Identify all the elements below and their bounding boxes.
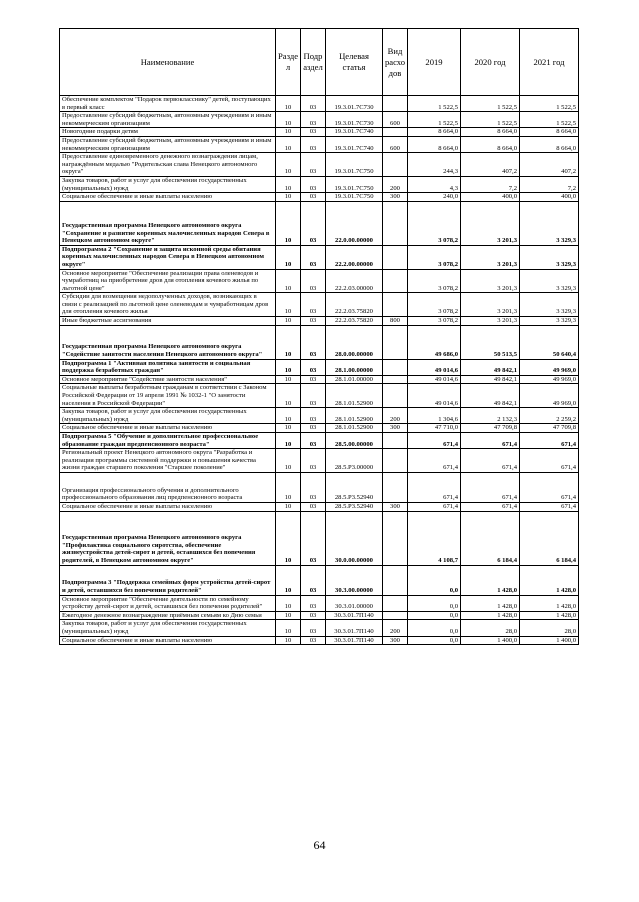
cell-name: Обеспечение комплектом "Подарок первокласснику" детей, поступающих в первый класс	[60, 96, 276, 112]
table-row	[60, 359, 579, 375]
cell-razdel: 10	[276, 620, 301, 636]
table-row	[60, 128, 579, 137]
cell-value-2021: 47 709,8	[520, 424, 579, 433]
cell-target-article: 30.3.00.00000	[326, 565, 383, 595]
table-row	[60, 433, 579, 449]
cell-value-2019: 3 078,2	[408, 201, 461, 245]
cell-podrazdel: 03	[301, 595, 326, 611]
cell-value-2021: 1 428,0	[520, 595, 579, 611]
cell-value-2021: 49 969,0	[520, 359, 579, 375]
table-row	[60, 611, 579, 620]
cell-name: Социальные выплаты безработным гражданам в соответствии с Законом Российской Федерации от 19 апреля 1991 № 1032-1 "О занятости населения в Российской Федерации"	[60, 384, 276, 408]
cell-name: Государственная программа Ненецкого автономного округа "Содействие занятости населения Ненецкого автономного округа"	[60, 325, 276, 359]
cell-value-2021: 1 522,5	[520, 112, 579, 128]
cell-name: Закупка товаров, работ и услуг для обеспечения государственных (муниципальных) нужд	[60, 176, 276, 192]
cell-razdel: 10	[276, 176, 301, 192]
cell-value-2021: 3 329,3	[520, 269, 579, 293]
cell-value-2020: 1 522,5	[461, 96, 520, 112]
cell-name: Основное мероприятие "Обеспечение реализации права оленеводов и чумработниц на приобретение дров для отопления кочевого жилья по льготной цене"	[60, 269, 276, 293]
cell-value-2020: 671,4	[461, 433, 520, 449]
cell-value-2021: 400,0	[520, 193, 579, 202]
cell-name: Подпрограмма 1 "Активная политика занятости и социальная поддержка безработных граждан"	[60, 359, 276, 375]
table-row	[60, 293, 579, 317]
cell-razdel: 10	[276, 201, 301, 245]
table-row	[60, 317, 579, 326]
table-row	[60, 408, 579, 424]
cell-name: Подпрограмма 2 "Сохранение и защита исконной среды обитания коренных малочисленных народов Севера в Ненецком автономном округе"	[60, 245, 276, 269]
cell-razdel: 10	[276, 112, 301, 128]
cell-name: Социальное обеспечение и иные выплаты населению	[60, 502, 276, 511]
cell-value-2021: 49 969,0	[520, 375, 579, 384]
table-row	[60, 325, 579, 359]
cell-target-article: 19.3.01.7С750	[326, 153, 383, 177]
cell-podrazdel: 03	[301, 636, 326, 645]
cell-value-2020: 8 664,0	[461, 128, 520, 137]
cell-podrazdel: 03	[301, 375, 326, 384]
cell-value-2019: 4,3	[408, 176, 461, 192]
cell-value-2019: 49 686,0	[408, 325, 461, 359]
cell-name: Иные бюджетные ассигнования	[60, 317, 276, 326]
cell-podrazdel: 03	[301, 472, 326, 502]
cell-target-article: 22.2.03.00000	[326, 269, 383, 293]
table-row	[60, 449, 579, 473]
cell-name: Подпрограмма 5 "Обучение и дополнительное профессиональное образование граждан предпенсионного возраста"	[60, 433, 276, 449]
cell-value-2021: 1 400,0	[520, 636, 579, 645]
cell-name: Предоставление субсидий бюджетным, автономным учреждениям и иным некоммерческим организациям	[60, 136, 276, 152]
cell-value-2019: 0,0	[408, 636, 461, 645]
cell-name: Подпрограмма 3 "Поддержка семейных форм устройства детей-сирот и детей, оставшихся без попечения родителей"	[60, 565, 276, 595]
cell-value-2019: 1 522,5	[408, 96, 461, 112]
cell-expense-type: 600	[383, 112, 408, 128]
cell-value-2019: 244,3	[408, 153, 461, 177]
budget-table	[59, 28, 579, 645]
cell-expense-type	[383, 153, 408, 177]
table-row	[60, 565, 579, 595]
table-row	[60, 245, 579, 269]
cell-value-2021: 671,4	[520, 449, 579, 473]
cell-podrazdel: 03	[301, 565, 326, 595]
cell-razdel: 10	[276, 375, 301, 384]
cell-expense-type	[383, 269, 408, 293]
cell-target-article: 28.1.00.00000	[326, 359, 383, 375]
cell-target-article: 19.3.01.7С740	[326, 128, 383, 137]
cell-expense-type	[383, 359, 408, 375]
cell-expense-type	[383, 293, 408, 317]
table-body	[60, 96, 579, 645]
cell-razdel: 10	[276, 611, 301, 620]
cell-name: Предоставление единовременного денежного вознаграждения лицам, награждённым медалью "Родительская слава Ненецкого автономного округа"	[60, 153, 276, 177]
table-row	[60, 201, 579, 245]
header-2019: 2019	[408, 29, 461, 96]
cell-value-2020: 1 522,5	[461, 112, 520, 128]
cell-target-article: 19.3.01.7С730	[326, 112, 383, 128]
cell-target-article: 28.5.P3.52940	[326, 472, 383, 502]
cell-value-2021: 671,4	[520, 433, 579, 449]
cell-name: Новогодние подарки детям	[60, 128, 276, 137]
cell-value-2021: 3 329,3	[520, 201, 579, 245]
header-name: Наименование	[60, 29, 276, 96]
cell-value-2020: 28,0	[461, 620, 520, 636]
cell-value-2021: 7,2	[520, 176, 579, 192]
cell-value-2019: 49 014,6	[408, 359, 461, 375]
cell-target-article: 22.2.00.00000	[326, 245, 383, 269]
cell-value-2019: 1 522,5	[408, 112, 461, 128]
table-row	[60, 193, 579, 202]
cell-razdel: 10	[276, 136, 301, 152]
table-row	[60, 595, 579, 611]
table-row	[60, 136, 579, 152]
cell-expense-type: 800	[383, 317, 408, 326]
cell-podrazdel: 03	[301, 176, 326, 192]
cell-expense-type	[383, 449, 408, 473]
cell-podrazdel: 03	[301, 293, 326, 317]
table-row	[60, 96, 579, 112]
cell-name: Социальное обеспечение и иные выплаты населению	[60, 636, 276, 645]
cell-value-2019: 3 078,2	[408, 245, 461, 269]
cell-value-2020: 49 842,1	[461, 384, 520, 408]
cell-name: Организация профессионального обучения и дополнительного профессионального образования лиц предпенсионного возраста	[60, 472, 276, 502]
cell-target-article: 28.1.01.52900	[326, 408, 383, 424]
cell-value-2020: 671,4	[461, 502, 520, 511]
cell-name: Основное мероприятие "Обеспечение деятельности по семейному устройству детей-сирот и детей, оставшихся без попечения родителей"	[60, 595, 276, 611]
cell-value-2019: 3 078,2	[408, 293, 461, 317]
cell-value-2021: 3 329,3	[520, 245, 579, 269]
cell-razdel: 10	[276, 595, 301, 611]
cell-razdel: 10	[276, 433, 301, 449]
cell-target-article: 28.1.01.52900	[326, 424, 383, 433]
table-row	[60, 472, 579, 502]
cell-expense-type	[383, 96, 408, 112]
cell-value-2021: 1 428,0	[520, 565, 579, 595]
cell-value-2020: 6 184,4	[461, 511, 520, 565]
cell-name: Социальное обеспечение и иные выплаты населению	[60, 424, 276, 433]
cell-expense-type	[383, 375, 408, 384]
cell-podrazdel: 03	[301, 153, 326, 177]
cell-name: Закупка товаров, работ и услуг для обеспечения государственных (муниципальных) нужд	[60, 620, 276, 636]
cell-value-2020: 1 428,0	[461, 565, 520, 595]
cell-target-article: 28.0.00.00000	[326, 325, 383, 359]
cell-value-2020: 49 842,1	[461, 375, 520, 384]
cell-podrazdel: 03	[301, 201, 326, 245]
cell-value-2020: 1 428,0	[461, 611, 520, 620]
cell-target-article: 22.2.03.75820	[326, 317, 383, 326]
cell-value-2020: 1 400,0	[461, 636, 520, 645]
cell-podrazdel: 03	[301, 502, 326, 511]
cell-value-2019: 0,0	[408, 620, 461, 636]
cell-value-2020: 1 428,0	[461, 595, 520, 611]
cell-podrazdel: 03	[301, 449, 326, 473]
cell-razdel: 10	[276, 502, 301, 511]
cell-value-2021: 671,4	[520, 502, 579, 511]
header-razdel: Разде л	[276, 29, 301, 96]
cell-value-2020: 3 201,3	[461, 317, 520, 326]
cell-value-2021: 3 329,3	[520, 317, 579, 326]
table-row	[60, 269, 579, 293]
cell-podrazdel: 03	[301, 325, 326, 359]
cell-razdel: 10	[276, 408, 301, 424]
cell-value-2020: 3 201,3	[461, 293, 520, 317]
cell-value-2019: 0,0	[408, 595, 461, 611]
cell-name: Государственная программа Ненецкого автономного округа "Профилактика социального сиротства, обеспечение жизнеустройства детей-сирот и детей, оставшихся без попечения родителей, в Ненецком автономном округе"	[60, 511, 276, 565]
cell-target-article: 19.3.01.7С750	[326, 176, 383, 192]
cell-podrazdel: 03	[301, 511, 326, 565]
cell-podrazdel: 03	[301, 96, 326, 112]
cell-podrazdel: 03	[301, 112, 326, 128]
cell-name: Субсидии для возмещения недополученных доходов, возникающих в связи с реализацией по льготной цене оленеводам и чумработницам дров для отопления кочевого жилья	[60, 293, 276, 317]
cell-razdel: 10	[276, 317, 301, 326]
cell-target-article: 28.1.01.52900	[326, 384, 383, 408]
cell-expense-type	[383, 565, 408, 595]
cell-value-2019: 49 014,6	[408, 375, 461, 384]
cell-razdel: 10	[276, 153, 301, 177]
cell-razdel: 10	[276, 511, 301, 565]
cell-value-2020: 3 201,3	[461, 245, 520, 269]
header-2020: 2020 год	[461, 29, 520, 96]
cell-target-article: 30.0.00.00000	[326, 511, 383, 565]
cell-podrazdel: 03	[301, 384, 326, 408]
cell-target-article: 30.3.01.7П140	[326, 611, 383, 620]
cell-expense-type	[383, 325, 408, 359]
cell-name: Предоставление субсидий бюджетным, автономным учреждениям и иным некоммерческим организациям	[60, 112, 276, 128]
cell-expense-type: 200	[383, 176, 408, 192]
cell-name: Региональный проект Ненецкого автономного округа "Разработка и реализация программы системной поддержки и повышения качества жизни граждан старшего поколения "Старшее поколение"	[60, 449, 276, 473]
cell-expense-type	[383, 511, 408, 565]
cell-expense-type: 200	[383, 620, 408, 636]
cell-razdel: 10	[276, 325, 301, 359]
cell-podrazdel: 03	[301, 136, 326, 152]
cell-podrazdel: 03	[301, 433, 326, 449]
cell-razdel: 10	[276, 565, 301, 595]
cell-name: Закупка товаров, работ и услуг для обеспечения государственных (муниципальных) нужд	[60, 408, 276, 424]
cell-razdel: 10	[276, 636, 301, 645]
cell-value-2021: 1 428,0	[520, 611, 579, 620]
header-target-article: Целевая статья	[326, 29, 383, 96]
table-row	[60, 502, 579, 511]
cell-expense-type	[383, 611, 408, 620]
cell-podrazdel: 03	[301, 317, 326, 326]
cell-value-2020: 3 201,3	[461, 269, 520, 293]
cell-expense-type: 200	[383, 408, 408, 424]
table-row	[60, 511, 579, 565]
cell-value-2019: 671,4	[408, 449, 461, 473]
cell-podrazdel: 03	[301, 269, 326, 293]
cell-expense-type: 600	[383, 136, 408, 152]
cell-value-2021: 1 522,5	[520, 96, 579, 112]
cell-value-2020: 47 709,8	[461, 424, 520, 433]
cell-value-2020: 8 664,0	[461, 136, 520, 152]
cell-target-article: 28.1.01.00000	[326, 375, 383, 384]
table-row	[60, 112, 579, 128]
table-row	[60, 384, 579, 408]
cell-expense-type: 300	[383, 193, 408, 202]
cell-value-2019: 0,0	[408, 611, 461, 620]
cell-value-2021: 3 329,3	[520, 293, 579, 317]
table-row	[60, 375, 579, 384]
cell-target-article: 19.3.01.7С730	[326, 96, 383, 112]
cell-target-article: 19.3.01.7С740	[326, 136, 383, 152]
cell-value-2020: 400,0	[461, 193, 520, 202]
cell-value-2021: 28,0	[520, 620, 579, 636]
cell-podrazdel: 03	[301, 193, 326, 202]
cell-value-2019: 49 014,6	[408, 384, 461, 408]
table-row	[60, 620, 579, 636]
cell-razdel: 10	[276, 245, 301, 269]
cell-value-2020: 671,4	[461, 472, 520, 502]
cell-razdel: 10	[276, 449, 301, 473]
cell-expense-type: 300	[383, 636, 408, 645]
cell-value-2020: 2 132,3	[461, 408, 520, 424]
cell-razdel: 10	[276, 359, 301, 375]
cell-target-article: 19.3.01.7С750	[326, 193, 383, 202]
cell-value-2019: 3 078,2	[408, 269, 461, 293]
cell-name: Ежегодное денежное вознаграждение приёмным семьям ко Дню семьи	[60, 611, 276, 620]
cell-value-2019: 4 108,7	[408, 511, 461, 565]
cell-target-article: 22.0.00.00000	[326, 201, 383, 245]
cell-expense-type: 300	[383, 502, 408, 511]
cell-razdel: 10	[276, 424, 301, 433]
cell-value-2021: 2 259,2	[520, 408, 579, 424]
cell-value-2019: 8 664,0	[408, 128, 461, 137]
cell-value-2021: 49 969,0	[520, 384, 579, 408]
cell-expense-type: 300	[383, 424, 408, 433]
cell-expense-type	[383, 128, 408, 137]
header-row	[60, 29, 579, 96]
cell-value-2021: 671,4	[520, 472, 579, 502]
cell-razdel: 10	[276, 193, 301, 202]
cell-target-article: 30.3.01.00000	[326, 595, 383, 611]
cell-value-2019: 671,4	[408, 502, 461, 511]
cell-expense-type	[383, 201, 408, 245]
cell-value-2020: 49 842,1	[461, 359, 520, 375]
cell-podrazdel: 03	[301, 611, 326, 620]
cell-target-article: 30.3.01.7П140	[326, 620, 383, 636]
table-row	[60, 636, 579, 645]
header-2021: 2021 год	[520, 29, 579, 96]
cell-razdel: 10	[276, 128, 301, 137]
cell-podrazdel: 03	[301, 620, 326, 636]
cell-podrazdel: 03	[301, 424, 326, 433]
cell-value-2020: 407,2	[461, 153, 520, 177]
cell-value-2019: 671,4	[408, 433, 461, 449]
table-row	[60, 153, 579, 177]
cell-value-2019: 8 664,0	[408, 136, 461, 152]
cell-target-article: 22.2.03.75820	[326, 293, 383, 317]
cell-expense-type	[383, 472, 408, 502]
cell-razdel: 10	[276, 96, 301, 112]
cell-value-2021: 8 664,0	[520, 136, 579, 152]
cell-name: Основное мероприятие "Содействие занятости населения"	[60, 375, 276, 384]
cell-expense-type	[383, 245, 408, 269]
cell-target-article: 28.5.P3.00000	[326, 449, 383, 473]
cell-value-2021: 8 664,0	[520, 128, 579, 137]
cell-podrazdel: 03	[301, 359, 326, 375]
cell-expense-type	[383, 384, 408, 408]
cell-target-article: 28.5.P3.52940	[326, 502, 383, 511]
cell-expense-type	[383, 433, 408, 449]
header-expense-type: Вид расхо дов	[383, 29, 408, 96]
table-row	[60, 176, 579, 192]
page-number: 64	[313, 838, 326, 852]
cell-value-2020: 671,4	[461, 449, 520, 473]
cell-podrazdel: 03	[301, 245, 326, 269]
cell-value-2019: 671,4	[408, 472, 461, 502]
table-row	[60, 424, 579, 433]
cell-value-2020: 50 513,5	[461, 325, 520, 359]
cell-value-2020: 3 201,3	[461, 201, 520, 245]
cell-target-article: 28.5.00.00000	[326, 433, 383, 449]
cell-value-2019: 240,0	[408, 193, 461, 202]
cell-value-2021: 6 184,4	[520, 511, 579, 565]
cell-expense-type	[383, 595, 408, 611]
cell-razdel: 10	[276, 293, 301, 317]
cell-razdel: 10	[276, 269, 301, 293]
cell-value-2019: 1 304,6	[408, 408, 461, 424]
cell-name: Социальное обеспечение и иные выплаты населению	[60, 193, 276, 202]
cell-razdel: 10	[276, 472, 301, 502]
cell-razdel: 10	[276, 384, 301, 408]
cell-value-2021: 50 640,4	[520, 325, 579, 359]
cell-podrazdel: 03	[301, 408, 326, 424]
cell-name: Государственная программа Ненецкого автономного округа "Сохранение и развитие коренных малочисленных народов Севера в Ненецком автономном округе"	[60, 201, 276, 245]
cell-value-2019: 0,0	[408, 565, 461, 595]
cell-target-article: 30.3.01.7П140	[326, 636, 383, 645]
cell-value-2019: 3 078,2	[408, 317, 461, 326]
cell-value-2020: 7,2	[461, 176, 520, 192]
cell-value-2019: 47 710,0	[408, 424, 461, 433]
cell-podrazdel: 03	[301, 128, 326, 137]
cell-value-2021: 407,2	[520, 153, 579, 177]
header-podrazdel: Подр аздел	[301, 29, 326, 96]
